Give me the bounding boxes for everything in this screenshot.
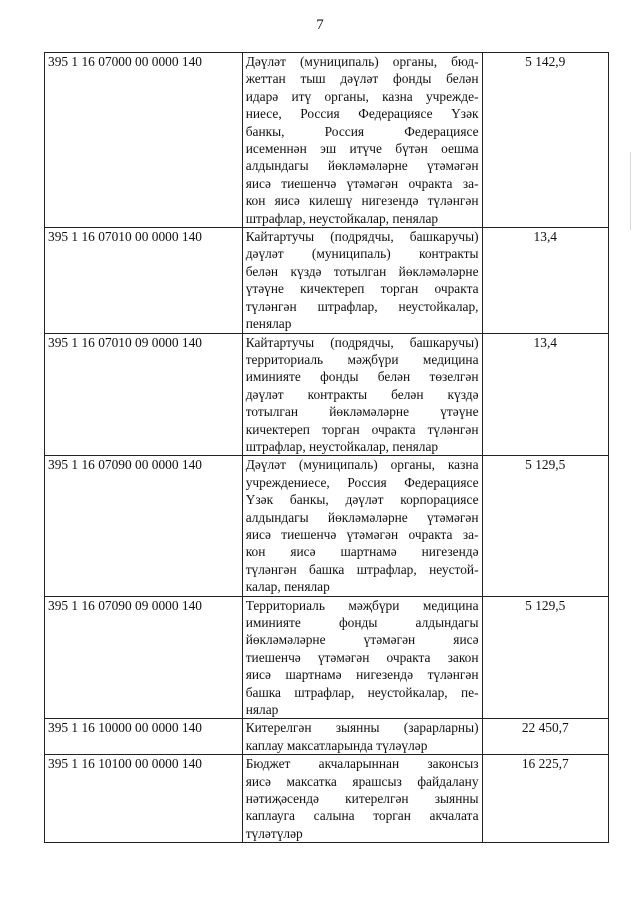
- description-cell: [242, 456, 482, 596]
- budget-code-cell: 395 1 16 07000 00 0000 140: [45, 53, 243, 228]
- description-cell: [242, 228, 482, 333]
- amount-cell: 5 129,5: [482, 456, 608, 596]
- description-line: банкы, Россия Федерациясе: [245, 123, 479, 139]
- description-line: штрафлар, неустойкалар, пенялар: [245, 210, 439, 226]
- budget-code-cell: 395 1 16 07090 00 0000 140: [45, 456, 243, 596]
- description-line: йөкләмәләрне үтәмәгән яисә: [245, 632, 479, 648]
- description-line: Кайтартучы (подрядчы, башкаручы): [245, 334, 479, 350]
- description-line: тиешенчә үтәмәгән очракта закон: [245, 649, 479, 665]
- budget-code-cell: 395 1 16 07010 09 0000 140: [45, 333, 243, 456]
- table-row: [45, 719, 609, 755]
- description-cell: [242, 53, 482, 228]
- description-line: белән күздә тотылган йөкләмәләрне: [245, 263, 479, 279]
- budget-table-body: [45, 53, 609, 843]
- table-row: [45, 596, 609, 719]
- table-row: [45, 53, 609, 228]
- description-line: алдындагы йөкләмәләрне үтәмәгән: [245, 158, 479, 174]
- amount-cell: 5 129,5: [482, 596, 608, 719]
- description-cell: [242, 755, 482, 843]
- description-cell: [242, 333, 482, 456]
- table-row: [45, 228, 609, 333]
- description-line: кичектереп торган очракта түләнгән: [245, 421, 479, 437]
- table-row: [45, 333, 609, 456]
- budget-code-cell: 395 1 16 10000 00 0000 140: [45, 719, 243, 755]
- description-line: үтәүне кичектереп торган очракта: [245, 281, 479, 297]
- description-line: Дәүләт (муниципаль) органы, бюд-: [245, 54, 479, 69]
- description-line: территориаль мәҗбүри медицина: [245, 351, 479, 367]
- description-line: түләнгән штрафлар, неустойкалар,: [245, 298, 479, 314]
- description-line: Бюджет акчаларыннан законсыз: [245, 756, 479, 772]
- description-line: Китерелгән зыянны (зарарларны): [245, 720, 479, 736]
- amount-cell: 16 225,7: [482, 755, 608, 843]
- budget-code-cell: 395 1 16 10100 00 0000 140: [45, 755, 243, 843]
- description-line: калар, пенялар: [245, 579, 330, 595]
- description-line: яисә тиешенчә үтәмәгән очракта за-: [245, 175, 479, 191]
- description-line: пенялар: [245, 316, 292, 332]
- description-line: кон яисә шартнамә нигезендә: [245, 544, 479, 560]
- budget-code-cell: 395 1 16 07010 00 0000 140: [45, 228, 243, 333]
- budget-table: [44, 52, 609, 843]
- description-line: яисә максатка ярашсыз файдалану: [245, 773, 479, 789]
- description-line: каплауга салына торган акчалата: [245, 808, 479, 824]
- description-line: кон яисә килешү нигезендә түләнгән: [245, 193, 479, 209]
- description-line: түләтүләр: [245, 825, 303, 841]
- amount-cell: 22 450,7: [482, 719, 608, 755]
- description-line: башка штрафлар, неустойкалар, пе-: [245, 684, 479, 700]
- description-line: яисә тиешенчә үтәмәгән очракта за-: [245, 526, 479, 542]
- description-line: исеменнән эш итүче бүтән оешма: [245, 141, 479, 157]
- description-line: нялар: [245, 702, 279, 718]
- amount-cell: 13,4: [482, 228, 608, 333]
- scan-edge-mark: [630, 152, 631, 230]
- description-cell: [242, 719, 482, 755]
- description-line: дәүләт (муниципаль) контракты: [245, 246, 479, 262]
- page-number: 7: [316, 17, 324, 33]
- amount-cell: 5 142,9: [482, 53, 608, 228]
- description-line: учреждениесе, Россия Федерациясе: [245, 474, 479, 490]
- description-line: идарә итү органы, казна учрежде-: [245, 88, 479, 104]
- budget-code-cell: 395 1 16 07090 09 0000 140: [45, 596, 243, 719]
- description-line: түләнгән башка штрафлар, неустой-: [245, 561, 479, 577]
- description-line: алдындагы йөкләмәләрне үтәмәгән: [245, 509, 479, 525]
- amount-cell: 13,4: [482, 333, 608, 456]
- description-line: иминияте фонды алдындагы: [245, 615, 479, 630]
- description-cell: [242, 596, 482, 719]
- description-line: штрафлар, неустойкалар, пенялар: [245, 438, 439, 454]
- description-line: тотылган йөкләмәләрне үтәүне: [245, 404, 479, 420]
- description-line: дәүләт контракты белән күздә: [245, 386, 479, 402]
- table-row: [45, 755, 609, 843]
- description-line: нәтиҗәсендә китерелгән зыянны: [245, 791, 479, 807]
- description-line: ниесе, Россия Федерациясе Үзәк: [245, 106, 479, 122]
- table-row: [45, 456, 609, 596]
- description-line: Кайтартучы (подрядчы, башкаручы): [245, 229, 479, 245]
- description-line: каплау максатларында түләүләр: [245, 737, 428, 753]
- description-line: жеттан тыш дәүләт фонды белән: [245, 71, 479, 87]
- description-line: яисә шартнамә нигезендә түләнгән: [245, 667, 479, 683]
- description-line: иминияте фонды белән төзелгән: [245, 369, 479, 385]
- description-line: Үзәк банкы, дәүләт корпорациясе: [245, 492, 479, 508]
- description-line: Дәүләт (муниципаль) органы, казна: [245, 457, 479, 473]
- description-line: Территориаль мәҗбүри медицина: [245, 597, 479, 613]
